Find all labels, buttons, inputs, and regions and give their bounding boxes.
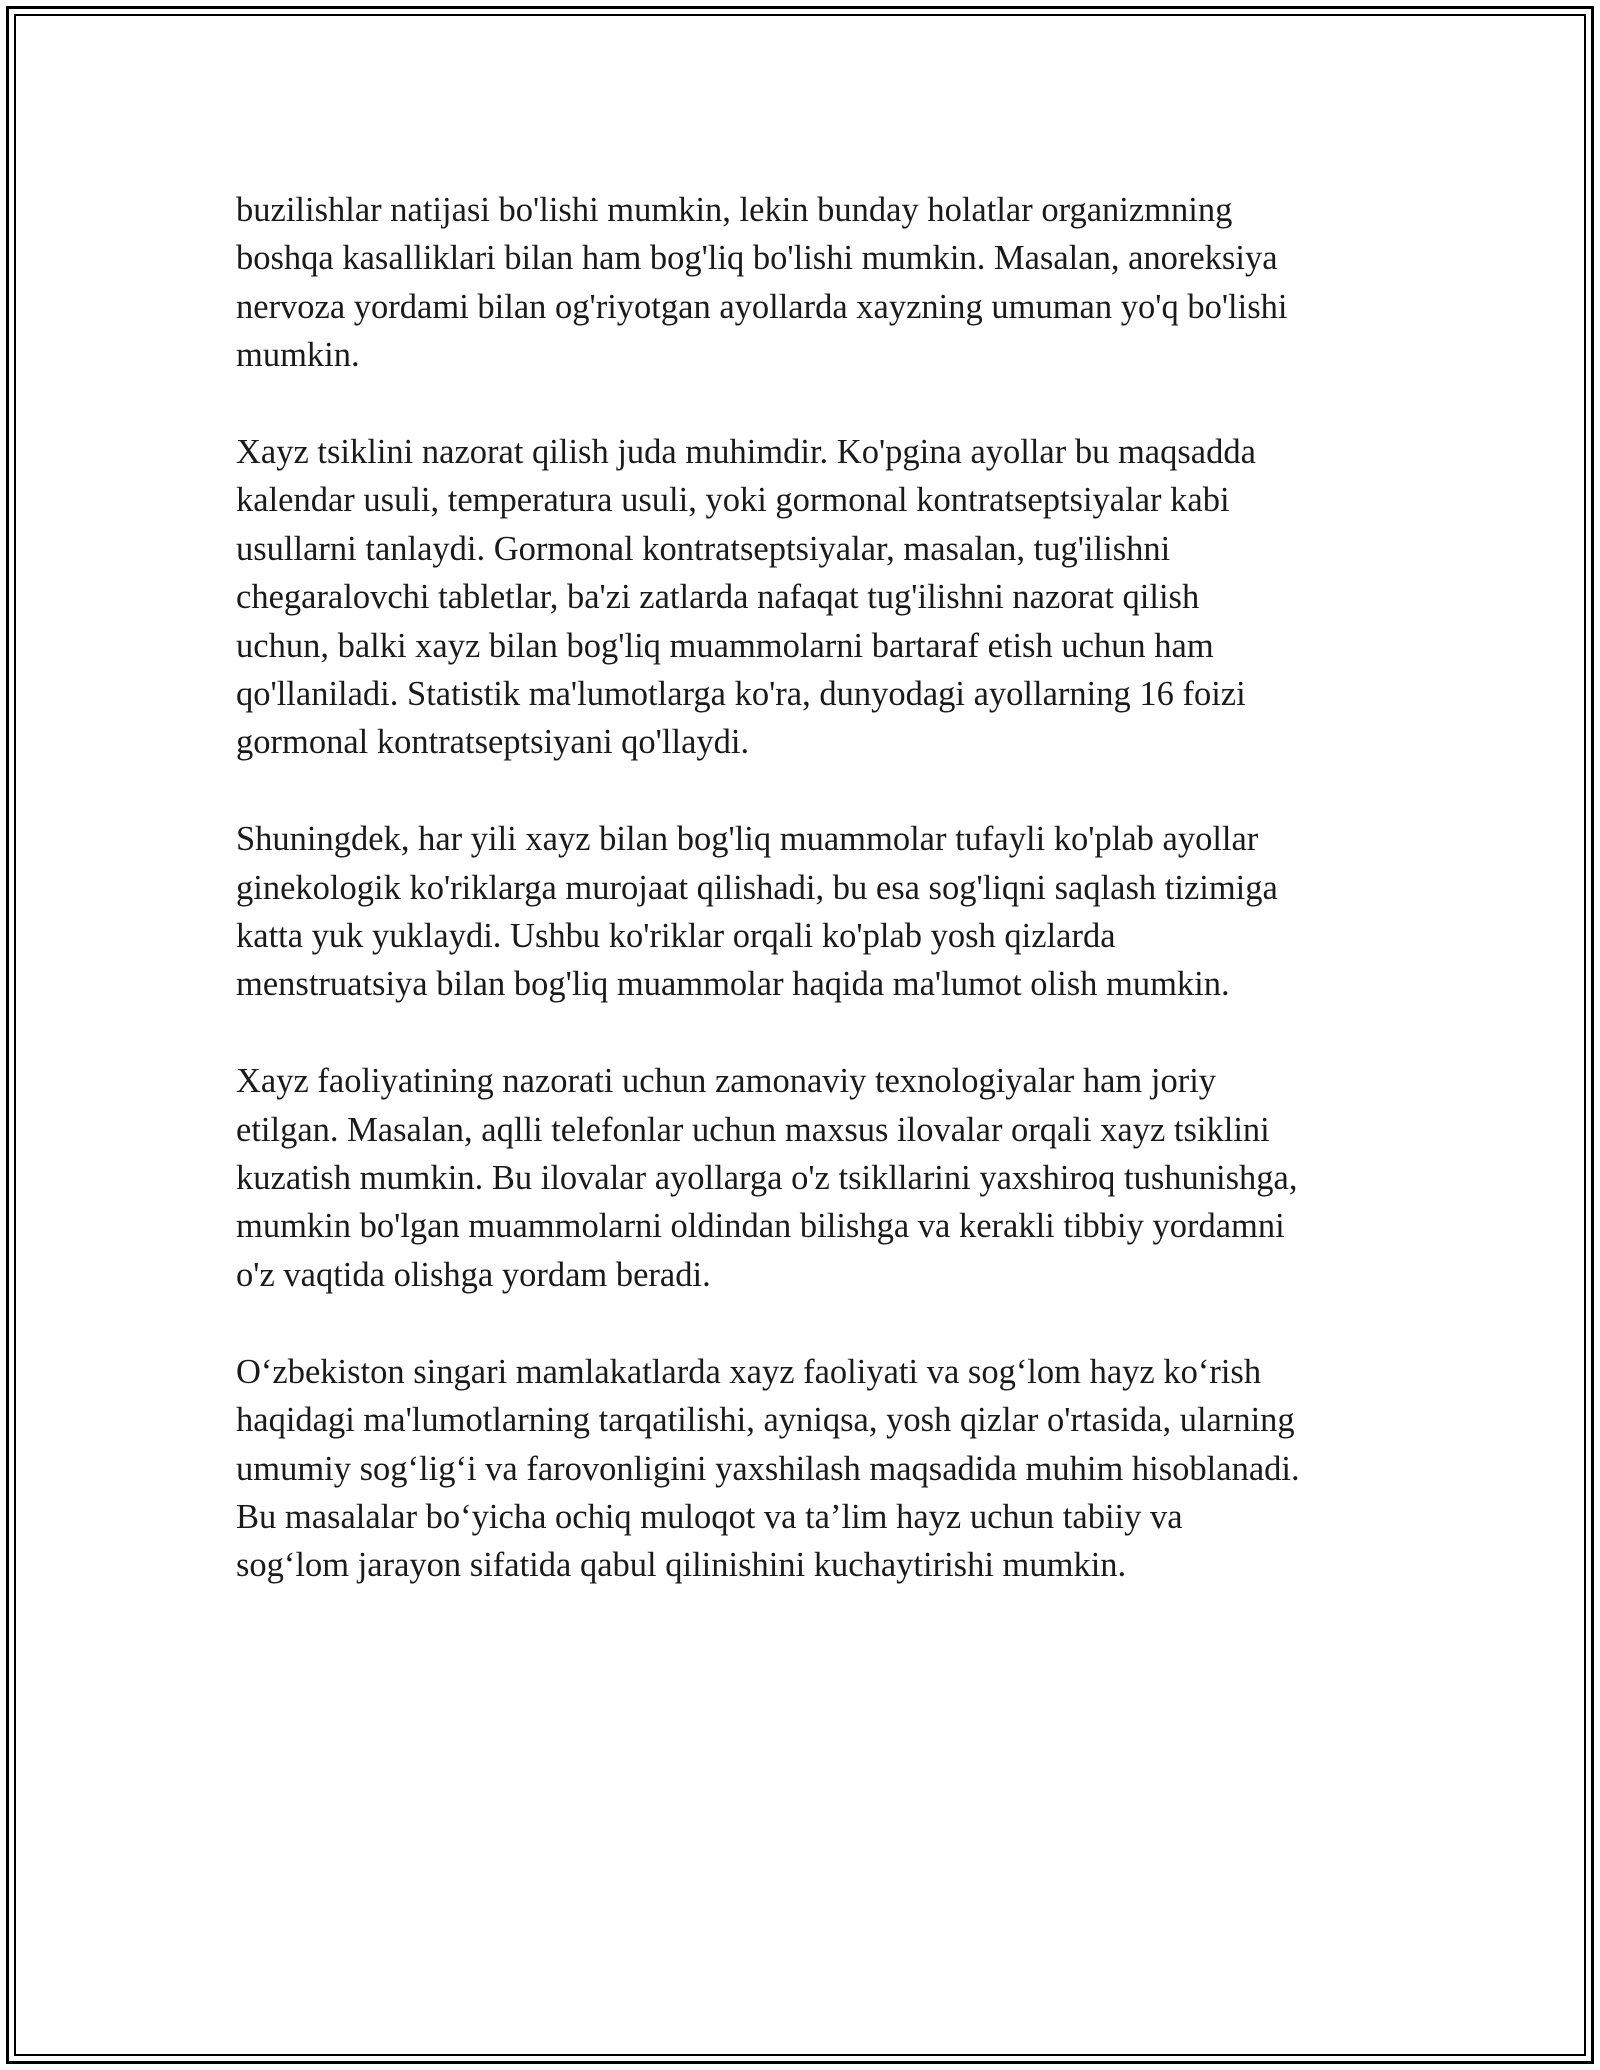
paragraph-1: buzilishlar natijasi bo'lishi mumkin, lekin bunday holatlar organizmning boshqa kasalliklari bilan ham bog'liq bo'lishi mumkin. Masalan, anoreksiya nervoza yordami bilan og'riyotgan ayollarda xayzning umuman yo'q bo'lishi mumkin. — [236, 191, 1288, 375]
paragraph-4: Xayz faoliyatining nazorati uchun zamonaviy texnologiyalar ham joriy etilgan. Masalan, aqlli telefonlar uchun maxsus ilovalar orqali xayz tsiklini kuzatish mumkin. Bu ilovalar ayollarga o'z tsikllarini yaxshiroq tushunishga, mumkin bo'lgan muammolarni oldindan bilishga va kerakli tibbiy yordamni o'z vaqtida olishga yordam beradi. — [236, 1062, 1298, 1294]
paragraph-5: O‘zbekiston singari mamlakatlarda xayz faoliyati va sog‘lom hayz ko‘rish haqidagi ma'lumotlarning tarqatilishi, ayniqsa, yosh qizlar o'rtasida, ularning umumiy sog‘lig‘i va farovonligini yaxshilash maqsadida muhim hisoblanadi. Bu masalalar bo‘yicha ochiq muloqot va ta’lim hayz uchun tabiiy va sog‘lom jarayon sifatida qabul qilinishini kuchaytirishi mumkin. — [236, 1352, 1300, 1585]
document-body — [236, 186, 1386, 1638]
paragraph-3: Shuningdek, har yili xayz bilan bog'liq muammolar tufayli ko'plab ayollar ginekologik ko'riklarga murojaat qilishadi, bu esa sog'liqni saqlash tizimiga katta yuk yuklaydi. Ushbu ko'riklar orqali ko'plab yosh qizlarda menstruatsiya bilan bog'liq muammolar haqida ma'lumot olish mumkin. — [236, 820, 1278, 1004]
paragraph-2: Xayz tsiklini nazorat qilish juda muhimdir. Ko'pgina ayollar bu maqsadda kalendar usuli, temperatura usuli, yoki gormonal kontratseptsiyalar kabi usullarni tanlaydi. Gormonal kontratseptsiyalar, masalan, tug'ilishni chegaralovchi tabletlar, ba'zi zatlarda nafaqat tug'ilishni nazorat qilish uchun, balki xayz bilan bog'liq muammolarni bartaraf etish uchun ham qo'llaniladi. Statistik ma'lumotlarga ko'ra, dunyodagi ayollarning 16 foizi gormonal kontratseptsiyani qo'llaydi. — [236, 433, 1256, 762]
